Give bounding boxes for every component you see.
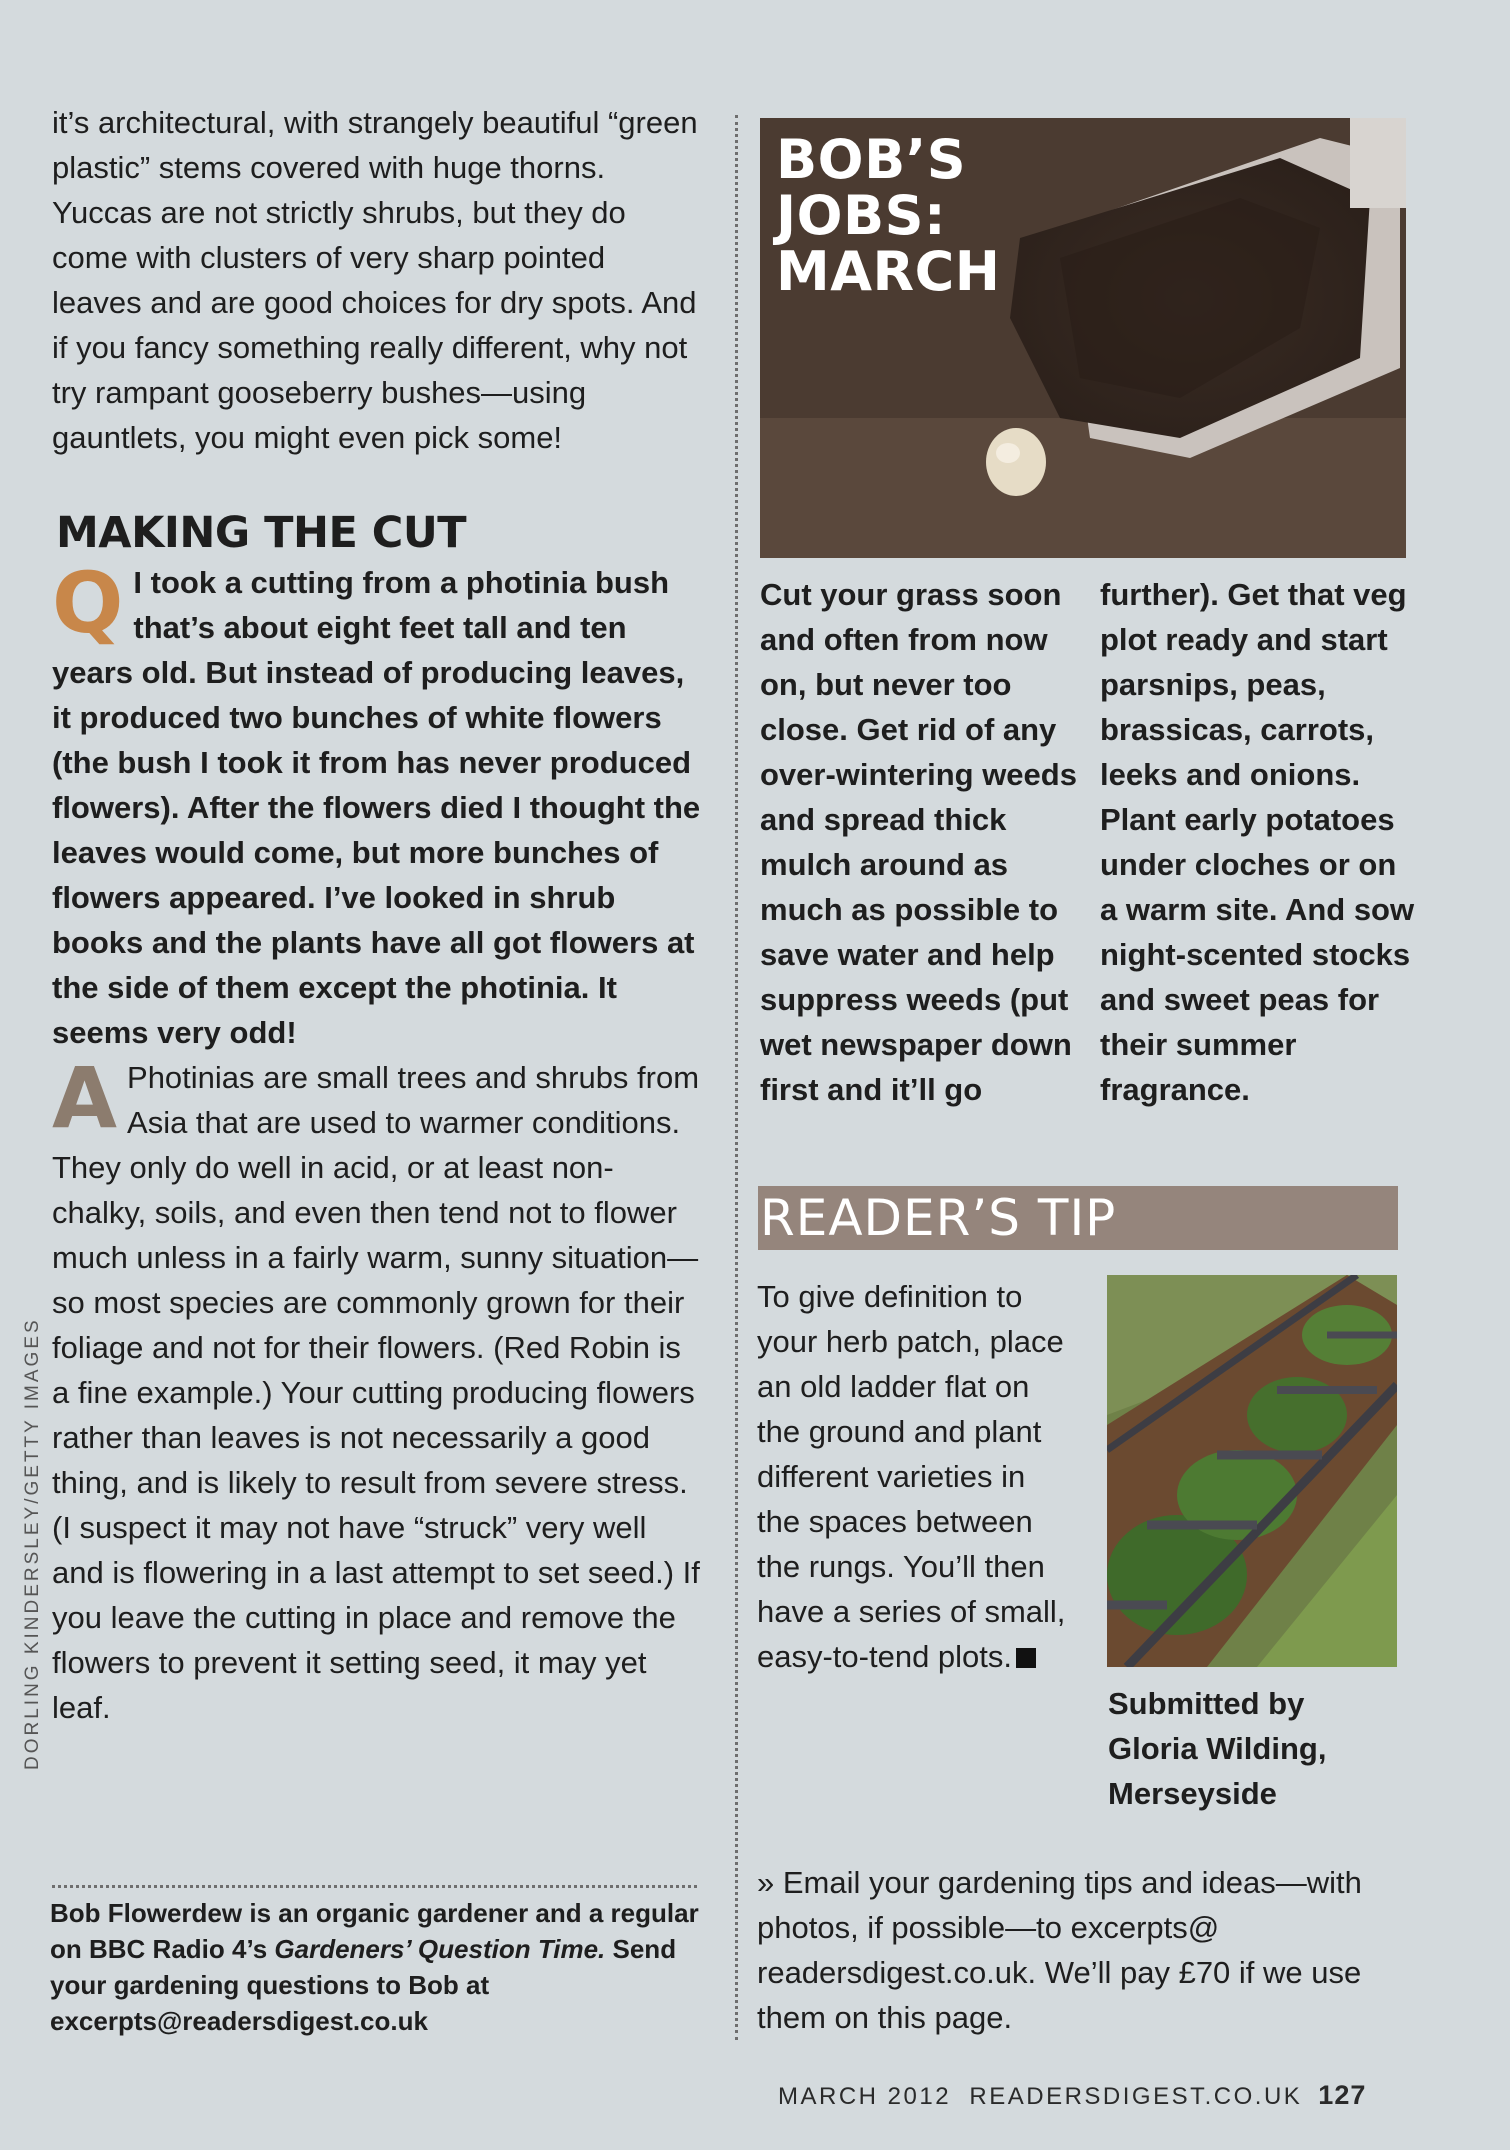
tip-text: [757, 1274, 1067, 1679]
tip-body: To give definition to your herb patch, place an old ladder flat on the ground and plant different varieties in the spaces between the rungs. You’ll then have a series of small, easy-to-tend plots.: [757, 1279, 1066, 1674]
bio-text-start: Bob Flowerdew is an organic gardener and a regular on BBC Radio 4’s: [50, 1898, 699, 1964]
answer-text: Photinias are small trees and shrubs from Asia that are used to warmer conditions. They only do well in acid, or at least non-chalky, soils, and even then tend not to flower much unless in a fairly warm, sunny situation—so most species are commonly grown for their foliage and not for their flowers. (Red Robin is a fine example.) Your cutting producing flowers rather than leaves is not necessarily a good thing, and is likely to result from severe stress. (I suspect it may not have “struck” very well and is flowering in a last attempt to set seed.) If you leave the cutting in place and remove the flowers to prevent it setting seed, it may yet leaf.: [52, 1060, 700, 1725]
expert-answer: [52, 1049, 702, 1730]
page-number: 127: [1318, 2080, 1367, 2110]
intro-paragraph: it’s architectural, with strangely beautiful “green plastic” stems covered with huge thorns. Yuccas are not strictly shrubs, but they do come with clusters of very sharp pointed leaves and are good choices for dry spots. And if you fancy something really different, why not try rampant gooseberry bushes—using gauntlets, you might even pick some!: [52, 105, 698, 455]
left-column: [52, 100, 702, 1730]
jobs-text-column-1: Cut your grass soon and often from now on, but never too close. Get rid of any over-wintering weeds and spread thick mulch around as much as possible to save water and help suppress weeds (put wet newspaper down first and it’ll go: [760, 577, 1077, 1107]
page-footer: [778, 2080, 1366, 2111]
ladder-garden-photo: [1107, 1275, 1397, 1667]
submitted-line: Gloria Wilding,: [1108, 1731, 1327, 1766]
question-dropcap: Q: [52, 554, 124, 652]
jobs-text-column-2: further). Get that veg plot ready and start parsnips, peas, brassicas, carrots, leeks and onions. Plant early potatoes under cloches or on a warm site. And sow night-scented stocks and sweet peas for their summer fragrance.: [1100, 577, 1415, 1107]
jobs-title: [776, 128, 1001, 303]
photo-credit: DORLING KINDERSLEY/GETTY IMAGES: [22, 1317, 43, 1770]
reader-question: [52, 554, 702, 1055]
question-text: I took a cutting from a photinia bush that’s about eight feet tall and ten years old. But instead of producing leaves, it produced two bunches of white flowers (the bush I took it from has never produced flowers). After the flowers died I thought the leaves would come, but more bunches of flowers appeared. I’ve looked in shrub books and the plants have all got flowers at the side of them except the photinia. It seems very odd!: [52, 565, 701, 1050]
column-divider: [735, 115, 738, 2040]
footer-site: READERSDIGEST.CO.UK: [969, 2083, 1303, 2110]
jobs-title-line: MARCH: [776, 240, 1001, 303]
footer-issue: MARCH 2012: [778, 2083, 952, 2110]
jobs-title-line: JOBS:: [776, 184, 947, 247]
answer-dropcap: A: [52, 1049, 118, 1147]
jobs-title-line: BOB’S: [776, 128, 967, 191]
email-tips-callout: » Email your gardening tips and ideas—with photos, if possible—to excerpts@ readersdigest.co.uk. We’ll pay £70 if we use them on this page.: [757, 1865, 1362, 2035]
author-bio: [50, 1895, 700, 2039]
ladder-illustration: [1107, 1275, 1397, 1667]
end-mark-icon: [1016, 1648, 1036, 1668]
submitted-line: Merseyside: [1108, 1776, 1277, 1811]
bio-show-title: Gardeners’ Question Time.: [274, 1934, 606, 1964]
compost-trowel-photo: [760, 118, 1406, 558]
bio-divider: [52, 1885, 697, 1888]
submitted-line: Submitted by: [1108, 1686, 1305, 1721]
section-heading: MAKING THE CUT: [56, 508, 467, 558]
submitted-by: [1108, 1681, 1408, 1816]
readers-tip-banner: READER’S TIP: [758, 1186, 1398, 1250]
bio-text-end: Send your gardening questions to Bob at excerpts@readersdigest.co.uk: [50, 1934, 677, 2036]
